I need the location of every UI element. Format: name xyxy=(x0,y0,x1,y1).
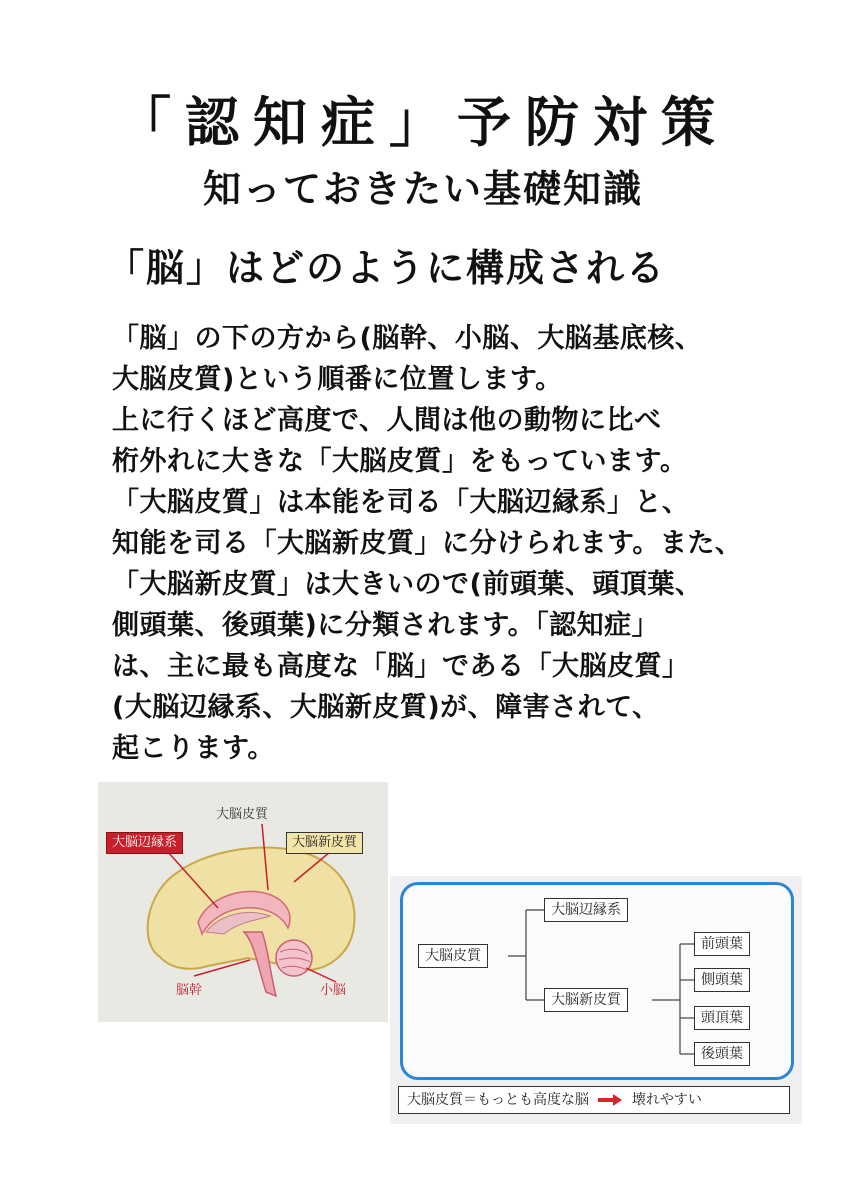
node-frontal-lobe: 前頭葉 xyxy=(694,932,750,956)
body-line: (大脳辺縁系、大脳新皮質)が、障害されて、 xyxy=(112,692,660,723)
node-neocortex: 大脳新皮質 xyxy=(544,988,628,1012)
body-line: 「大脳新皮質」は大きいので(前頭葉、頭頂葉、 xyxy=(112,569,703,600)
section-heading: 「脳」はどのように構成される xyxy=(106,246,667,290)
right-arrow-icon xyxy=(597,1094,623,1106)
label-brainstem: 脳幹 xyxy=(176,983,203,998)
brain-figure xyxy=(98,782,388,1022)
body-text xyxy=(112,318,812,769)
label-neocortex: 大脳新皮質 xyxy=(286,832,363,854)
node-temporal-lobe: 側頭葉 xyxy=(694,968,750,992)
body-line: 起こります。 xyxy=(112,733,275,764)
node-occipital-lobe: 後頭葉 xyxy=(694,1042,750,1066)
node-parietal-lobe: 頭頂葉 xyxy=(694,1006,750,1030)
label-limbic-system: 大脳辺縁系 xyxy=(106,832,183,854)
page-title: 「認知症」予防対策 xyxy=(117,91,729,154)
caption-bar xyxy=(398,1086,790,1114)
body-line: 上に行くほど高度で、人間は他の動物に比べ xyxy=(112,405,662,436)
label-cerebral-cortex: 大脳皮質 xyxy=(216,807,269,822)
node-limbic-system: 大脳辺縁系 xyxy=(544,898,628,922)
structure-diagram xyxy=(390,876,802,1124)
caption-right: 壊れやすい xyxy=(631,1092,702,1108)
page-subtitle: 知っておきたい基礎知識 xyxy=(202,167,643,211)
body-line: 大脳皮質)という順番に位置します。 xyxy=(112,364,563,395)
caption-left: 大脳皮質＝もっとも高度な脳 xyxy=(407,1092,589,1108)
body-line: 知能を司る「大脳新皮質」に分けられます。また、 xyxy=(112,528,743,559)
body-line: は、主に最も高度な「脳」である「大脳皮質」 xyxy=(112,651,690,682)
node-cerebral-cortex: 大脳皮質 xyxy=(418,944,488,968)
body-line: 桁外れに大きな「大脳皮質」をもっています。 xyxy=(112,446,688,477)
body-line: 「脳」の下の方から(脳幹、小脳、大脳基底核、 xyxy=(112,323,703,354)
body-line: 側頭葉、後頭葉)に分類されます。「認知症」 xyxy=(112,610,660,641)
body-line: 「大脳皮質」は本能を司る「大脳辺縁系」と、 xyxy=(112,487,690,518)
label-cerebellum: 小脳 xyxy=(320,983,347,998)
